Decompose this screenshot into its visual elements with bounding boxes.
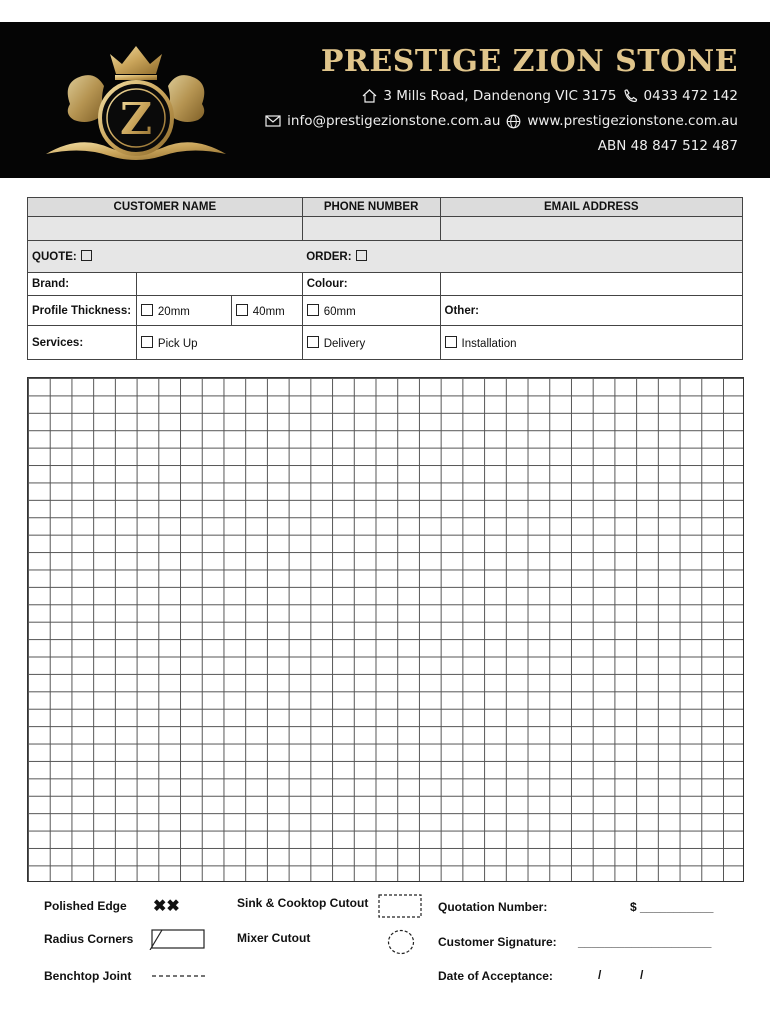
sink-cutout-icon xyxy=(378,894,422,918)
order-checkbox[interactable] xyxy=(356,250,367,261)
email-icon xyxy=(265,115,281,127)
customer-form xyxy=(27,197,743,360)
service-delivery-label: Delivery xyxy=(323,337,366,350)
phone-text: 0433 472 142 xyxy=(643,88,738,104)
mixer-cutout-label: Mixer Cutout xyxy=(237,931,311,945)
abn-line: ABN 48 847 512 487 xyxy=(597,138,738,154)
service-installation[interactable] xyxy=(440,326,742,360)
other-field[interactable] xyxy=(440,296,742,326)
colour-field[interactable] xyxy=(440,273,742,296)
option-40mm-label: 40mm xyxy=(252,305,285,318)
benchtop-joint-label: Benchtop Joint xyxy=(44,969,132,983)
radius-corners-label: Radius Corners xyxy=(44,932,134,946)
customer-signature-label: Customer Signature: xyxy=(438,935,557,949)
date-separator-1: / xyxy=(598,968,602,982)
sink-cutout-label: Sink & Cooktop Cutout xyxy=(237,896,369,910)
globe-icon xyxy=(506,114,521,129)
brand-label: Brand: xyxy=(28,273,137,296)
contact-line xyxy=(265,113,738,129)
checkbox-40mm[interactable] xyxy=(236,304,248,316)
phone-icon xyxy=(623,89,638,103)
checkbox-20mm[interactable] xyxy=(141,304,153,316)
customer-name-field[interactable] xyxy=(28,217,303,241)
colour-label: Colour: xyxy=(302,273,440,296)
services-label: Services: xyxy=(28,326,137,360)
email-text: info@prestigezionstone.com.au xyxy=(287,113,501,129)
crown-lion-logo-icon xyxy=(40,42,232,162)
date-separator-2: / xyxy=(640,968,644,982)
date-of-acceptance-label: Date of Acceptance: xyxy=(438,969,553,983)
checkbox-delivery[interactable] xyxy=(307,336,319,348)
email-address-header: EMAIL ADDRESS xyxy=(440,198,742,217)
customer-name-header: CUSTOMER NAME xyxy=(28,198,303,217)
phone-number-field[interactable] xyxy=(302,217,440,241)
customer-signature-field[interactable]: ____________________ xyxy=(578,935,712,949)
quote-label: QUOTE: xyxy=(32,251,77,263)
checkbox-pickup[interactable] xyxy=(141,336,153,348)
other-label: Other: xyxy=(444,304,480,317)
service-pickup[interactable] xyxy=(136,326,302,360)
company-name: PRESTIGE ZION STONE xyxy=(320,44,738,79)
address-text: 3 Mills Road, Dandenong VIC 3175 xyxy=(383,88,617,104)
address-line xyxy=(362,88,738,104)
service-installation-label: Installation xyxy=(461,337,517,350)
drawing-grid[interactable] xyxy=(27,377,744,882)
home-icon xyxy=(362,89,377,103)
checkbox-60mm[interactable] xyxy=(307,304,319,316)
brand-field[interactable] xyxy=(136,273,302,296)
quotation-amount-field[interactable]: $ ___________ xyxy=(630,900,714,914)
profile-thickness-label: Profile Thickness: xyxy=(28,296,137,326)
service-pickup-label: Pick Up xyxy=(157,337,198,350)
quote-checkbox[interactable] xyxy=(81,250,92,261)
website-text: www.prestigezionstone.com.au xyxy=(527,113,738,129)
option-40mm[interactable] xyxy=(231,296,302,326)
option-20mm[interactable] xyxy=(136,296,231,326)
radius-corner-icon xyxy=(148,928,206,950)
mixer-cutout-icon xyxy=(387,929,415,955)
option-60mm-label: 60mm xyxy=(323,305,356,318)
quotation-number-label: Quotation Number: xyxy=(438,900,548,914)
polished-edge-label: Polished Edge xyxy=(44,899,127,913)
benchtop-joint-icon xyxy=(152,974,208,978)
service-delivery[interactable] xyxy=(302,326,440,360)
letterhead xyxy=(0,22,770,178)
polished-edge-symbol-icon: ✖✖ xyxy=(153,898,180,915)
option-60mm[interactable] xyxy=(302,296,440,326)
email-address-field[interactable] xyxy=(440,217,742,241)
order-label: ORDER: xyxy=(306,251,352,263)
checkbox-installation[interactable] xyxy=(445,336,457,348)
phone-number-header: PHONE NUMBER xyxy=(302,198,440,217)
option-20mm-label: 20mm xyxy=(157,305,190,318)
svg-text:Z: Z xyxy=(119,94,153,145)
